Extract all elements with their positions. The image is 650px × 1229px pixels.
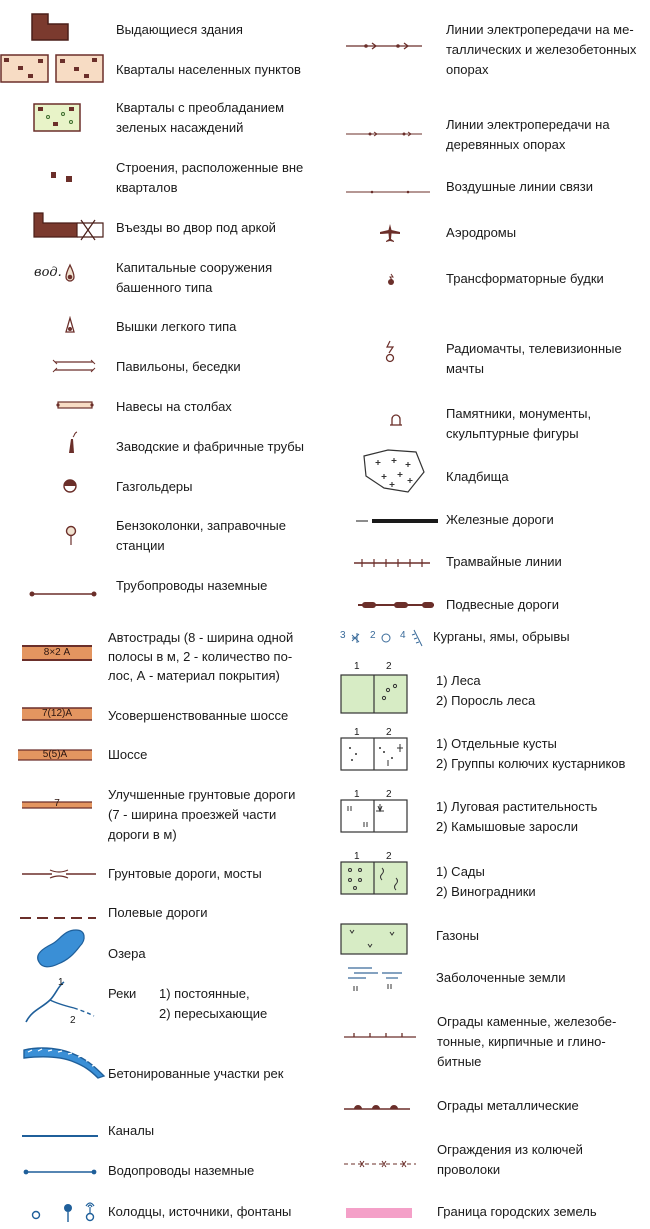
legend-label-r19: Ограды каменные, железобе- тонные, кирпичные и глино- битные xyxy=(437,1014,617,1069)
water-pipeline-icon xyxy=(22,1164,98,1182)
legend-label-l11: Газгольдеры xyxy=(116,479,193,494)
legend-label-l3: Кварталы с преобладанием зеленых насаждений xyxy=(116,100,285,135)
legend-label-l6: Капитальные сооружения башенного типа xyxy=(116,260,273,295)
field-road-icon xyxy=(20,909,96,927)
legend-label-l4: Строения, расположенные вне кварталов xyxy=(116,160,304,195)
canopy-icon xyxy=(55,398,95,417)
legend-label-l18: Грунтовые дороги, мосты xyxy=(108,866,262,881)
airfield-icon xyxy=(378,223,402,248)
legend-label-l21-sub: 1) постоянные, 2) пересыхающие xyxy=(159,986,268,1021)
legend-label-l8: Павильоны, беседки xyxy=(116,359,241,374)
power-line-metal-icon xyxy=(346,38,422,56)
legend-label-l16: Шоссе xyxy=(108,747,148,762)
rivers-icon: 1 2 xyxy=(22,978,102,1029)
legend-label-r16: 1) Сады 2) Виноградники xyxy=(436,864,536,899)
legend-label-l13: Трубопроводы наземные xyxy=(116,578,268,593)
highway-icon: 5(5)А xyxy=(18,747,92,768)
legend-label-r14: 1) Отдельные кусты 2) Группы колючих кустарников xyxy=(436,736,626,771)
stone-fence-icon xyxy=(344,1028,416,1046)
metal-fence-icon xyxy=(344,1100,410,1118)
legend-label-r1: Линии электропередачи на ме- таллических и железобетонных опорах xyxy=(446,22,637,77)
legend-label-r20: Ограды металлические xyxy=(437,1098,579,1113)
radio-mast-icon xyxy=(384,340,398,369)
cable-way-icon xyxy=(358,598,434,616)
transformer-booth-icon xyxy=(385,272,397,293)
legend-label-r5: Трансформаторные будки xyxy=(446,271,604,286)
dirt-road-bridge-icon xyxy=(22,867,96,886)
improved-highway-icon: 7(12)А xyxy=(22,706,92,727)
improved-dirt-road-icon: 7 xyxy=(22,798,92,816)
lawn-icon xyxy=(340,922,410,961)
pavilion-icon xyxy=(52,358,96,379)
legend-label-l9: Навесы на столбах xyxy=(116,399,232,414)
city-border-icon xyxy=(346,1206,412,1224)
tram-line-icon xyxy=(354,556,430,575)
legend-label-r15: 1) Луговая растительность 2) Камышовые заросли xyxy=(436,799,598,834)
legend-label-l14: Автострады (8 - ширина одной полосы в м, 2 - количество по- лос, А - материал покрытия) xyxy=(108,630,294,683)
legend-label-l10: Заводские и фабричные трубы xyxy=(116,439,305,454)
legend-label-r18: Заболоченные земли xyxy=(436,970,566,985)
legend-label-l22: Бетонированные участки рек xyxy=(108,1066,284,1081)
barbed-wire-icon xyxy=(344,1156,416,1174)
outside-buildings-icon xyxy=(50,170,76,191)
monument-icon xyxy=(389,413,403,432)
fuel-station-icon xyxy=(63,523,79,552)
well-spring-fountain-icon xyxy=(30,1198,102,1229)
legend-label-r17: Газоны xyxy=(436,928,479,943)
legend-label-l17: Улучшенные грунтовые дороги (7 - ширина проезжей части дороги в м) xyxy=(108,787,296,842)
legend-label-r6: Радиомачты, телевизионные мачты xyxy=(446,341,622,376)
legend-label-r2: Линии электропередачи на деревянных опорах xyxy=(446,117,610,152)
legend-label-r21: Ограждения из колючей проволоки xyxy=(437,1142,583,1177)
lake-icon xyxy=(34,926,88,977)
legend-label-r8: Кладбища xyxy=(446,469,509,484)
motorway-icon: 8×2 А xyxy=(22,643,92,668)
swamp-icon xyxy=(344,964,406,1003)
legend-label-l21: Реки xyxy=(108,986,137,1001)
legend-label-l5: Въезды во двор под аркой xyxy=(116,220,276,235)
legend-label-r12: Курганы, ямы, обрывы xyxy=(433,629,570,644)
legend-label-l23: Каналы xyxy=(108,1123,155,1138)
legend-label-r10: Трамвайные линии xyxy=(446,554,562,569)
legend-label-l12: Бензоколонки, заправочные станции xyxy=(116,518,286,553)
legend-label-l25: Колодцы, источники, фонтаны xyxy=(108,1204,292,1219)
legend-label-r13: 1) Леса 2) Поросль леса xyxy=(436,673,536,708)
legend-label-l1: Выдающиеся здания xyxy=(116,22,243,37)
green-blocks-icon xyxy=(33,103,83,138)
legend-label-r7: Памятники, монументы, скульптурные фигуры xyxy=(446,406,592,441)
legend-label-r3: Воздушные линии связи xyxy=(446,179,593,194)
canal-icon xyxy=(22,1126,98,1144)
power-line-wood-icon xyxy=(346,126,422,144)
light-tower-icon xyxy=(63,316,77,341)
ground-pipeline-icon xyxy=(26,586,100,604)
legend-label-r11: Подвесные дороги xyxy=(446,597,560,612)
legend-label-l24: Водопроводы наземные xyxy=(108,1163,255,1178)
legend-label-r9: Железные дороги xyxy=(446,512,554,527)
legend-label-l2: Кварталы населенных пунктов xyxy=(116,62,301,77)
outstanding-building-icon xyxy=(30,12,70,47)
legend-label-r4: Аэродромы xyxy=(446,225,517,240)
arch-entrance-icon xyxy=(33,211,105,246)
legend-label-l15: Усовершенствованные шоссе xyxy=(108,708,289,723)
comm-line-icon xyxy=(346,183,430,201)
legend-label-l7: Вышки легкого типа xyxy=(116,319,237,334)
settlement-blocks-icon xyxy=(0,54,104,89)
railway-icon xyxy=(356,514,438,532)
legend-label-l20: Озера xyxy=(108,946,146,961)
gas-holder-icon xyxy=(62,478,78,499)
legend-label-r22: Граница городских земель xyxy=(437,1204,597,1219)
cemetery-icon xyxy=(360,448,428,501)
concrete-river-icon xyxy=(22,1044,106,1085)
factory-chimney-icon xyxy=(64,431,80,460)
legend-label-l19: Полевые дороги xyxy=(108,905,208,920)
